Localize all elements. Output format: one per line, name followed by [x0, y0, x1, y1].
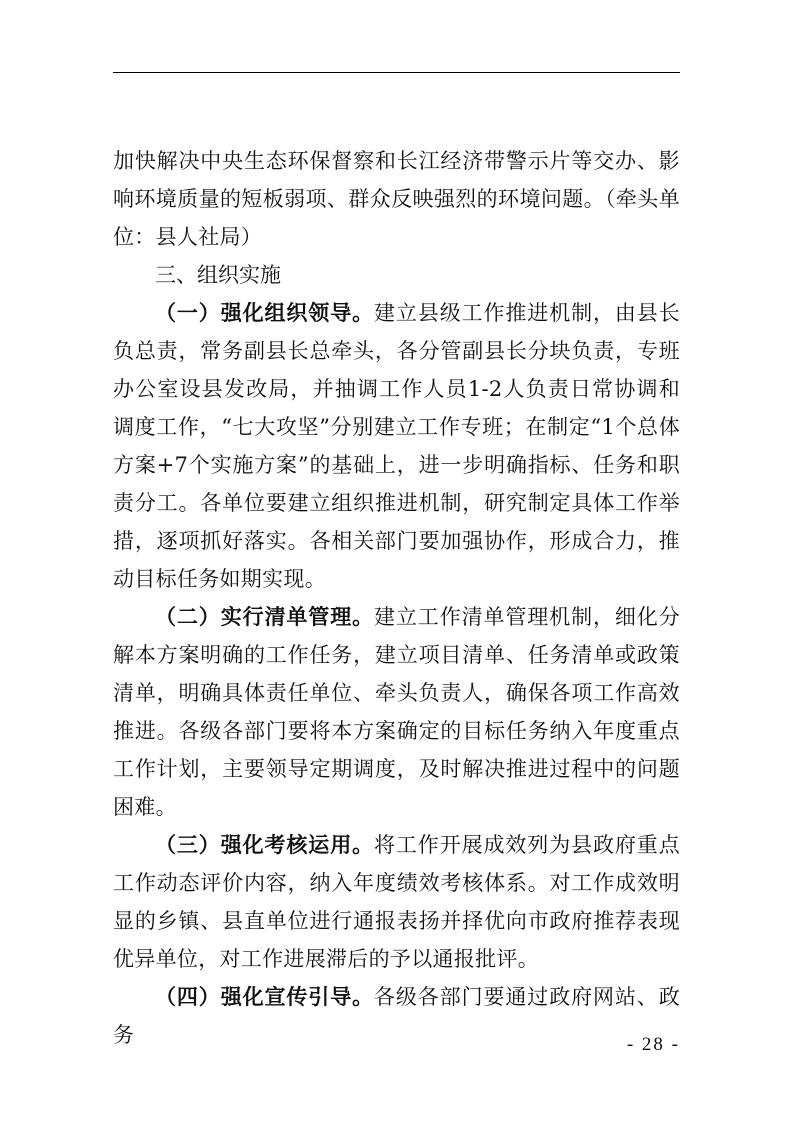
paragraph-organization-leadership	[113, 294, 680, 598]
paragraph-lead: （三）强化考核运用。	[155, 833, 374, 857]
paragraph-lead: （一）强化组织领导。	[155, 301, 374, 325]
paragraph-text: 建立县级工作推进机制，由县长负总责，常务副县长总牵头，各分管副县长分块负责，专班办公室设县发改局，并抽调工作人员1-2人负责日常协调和调度工作，“七大攻坚”分别建立工作专班；在制定“1个总体方案+7个实施方案”的基础上，进一步明确指标、任务和职责分工。各单位要建立组织推进机制，研究制定具体工作举措，逐项抓好落实。各相关部门要加强协作，形成合力，推动目标任务如期实现。	[113, 301, 680, 591]
continuation-paragraph: 加快解决中央生态环保督察和长江经济带警示片等交办、影响环境质量的短板弱项、群众反映强烈的环境问题。（牵头单位：县人社局）	[113, 149, 680, 249]
paragraph-lead: （四）强化宣传引导。	[155, 985, 374, 1009]
paragraph-text: 将工作开展成效列为县政府重点工作动态评价内容，纳入年度绩效考核体系。对工作成效明显的乡镇、县直单位进行通报表扬并择优向市政府推荐表现优异单位，对工作进展滞后的予以通报批评。	[113, 833, 680, 971]
paragraph-assessment	[113, 826, 680, 978]
paragraph-text: 建立工作清单管理机制，细化分解本方案明确的工作任务，建立项目清单、任务清单或政策清单，明确具体责任单位、牵头负责人，确保各项工作高效推进。各级各部门要将本方案确定的目标任务纳入年度重点工作计划，主要领导定期调度，及时解决推进过程中的问题困难。	[113, 605, 680, 819]
paragraph-publicity	[113, 978, 680, 1054]
section-heading: 三、组织实施	[155, 263, 281, 287]
header-rule	[113, 72, 680, 73]
paragraph-text: 各级各部门要通过政府网站、政务	[113, 985, 680, 1047]
document-body	[113, 142, 680, 1054]
page-number: - 28 -	[626, 1034, 680, 1055]
paragraph-lead: （二）实行清单管理。	[155, 605, 374, 629]
paragraph-list-management	[113, 598, 680, 826]
